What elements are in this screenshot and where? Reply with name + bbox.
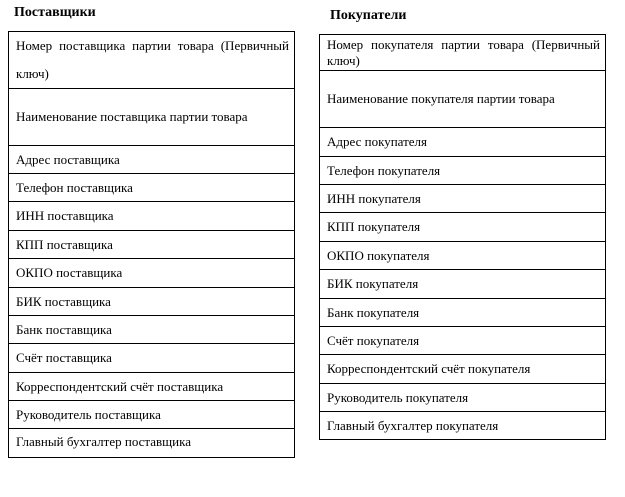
buyers-row: Банк покупателя [320,299,606,327]
buyers-row: Наименование покупателя партии товара [320,71,606,128]
suppliers-row: БИК поставщика [9,288,295,316]
suppliers-row: ИНН поставщика [9,202,295,231]
suppliers-row: Банк поставщика [9,316,295,344]
buyers-row: ИНН покупателя [320,185,606,213]
suppliers-row: Телефон поставщика [9,174,295,202]
buyers-row: БИК покупателя [320,270,606,299]
suppliers-title: Поставщики [14,5,96,20]
buyers-row: Телефон покупателя [320,157,606,185]
suppliers-row: Главный бухгалтер поставщика [9,429,295,458]
suppliers-row: Счёт поставщика [9,344,295,373]
suppliers-row: ОКПО поставщика [9,259,295,288]
buyers-row: ОКПО покупателя [320,242,606,270]
suppliers-table [8,31,295,458]
suppliers-row: КПП поставщика [9,231,295,259]
suppliers-row: Руководитель поставщика [9,401,295,429]
suppliers-row: Адрес поставщика [9,146,295,174]
buyers-title: Покупатели [330,8,407,23]
buyers-row: Номер покупателя партии товара (Первичный ключ) [320,35,606,71]
buyers-row: Счёт покупателя [320,327,606,355]
suppliers-row: Наименование поставщика партии товара [9,89,295,146]
buyers-row: Главный бухгалтер покупателя [320,412,606,440]
buyers-row: КПП покупателя [320,213,606,242]
buyers-row: Корреспондентский счёт покупателя [320,355,606,384]
suppliers-row: Номер поставщика партии товара (Первичный ключ) [9,32,295,89]
buyers-row: Руководитель покупателя [320,384,606,412]
suppliers-row: Корреспондентский счёт поставщика [9,373,295,401]
buyers-table [319,34,606,440]
buyers-row: Адрес покупателя [320,128,606,157]
